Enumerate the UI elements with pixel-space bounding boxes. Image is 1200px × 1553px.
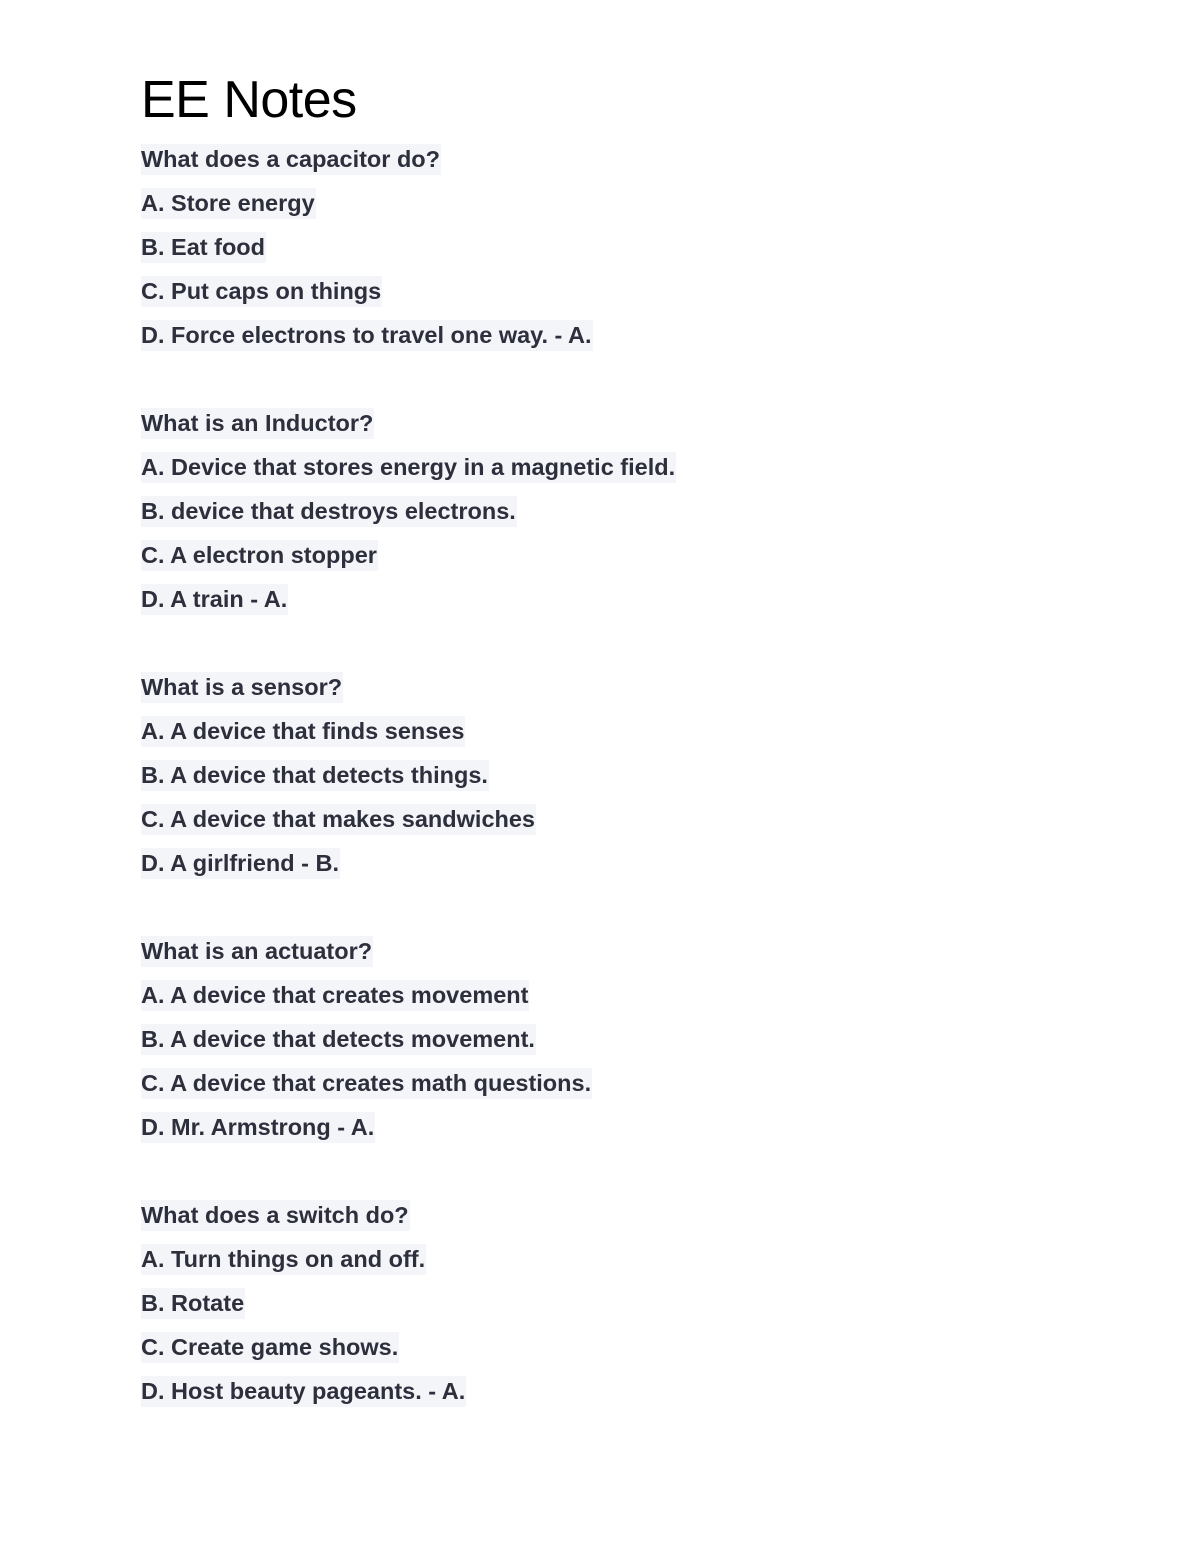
option-c: C. A device that makes sandwiches xyxy=(141,804,536,835)
option-b: B. Eat food xyxy=(141,232,266,263)
question-block-actuator xyxy=(141,930,1101,1150)
option-a: A. A device that creates movement xyxy=(141,980,529,1011)
question-block-capacitor xyxy=(141,138,1101,358)
option-a: A. Turn things on and off. xyxy=(141,1244,426,1275)
option-c: C. A electron stopper xyxy=(141,540,378,571)
option-a: A. Device that stores energy in a magnetic field. xyxy=(141,452,676,483)
option-b: B. Rotate xyxy=(141,1288,245,1319)
question-text: What is a sensor? xyxy=(141,672,343,703)
option-b: B. A device that detects movement. xyxy=(141,1024,536,1055)
question-block-inductor xyxy=(141,402,1101,622)
option-d-with-answer: D. Force electrons to travel one way. - A. xyxy=(141,320,593,351)
option-d-with-answer: D. Mr. Armstrong - A. xyxy=(141,1112,375,1143)
blank-line xyxy=(141,886,1101,930)
option-c: C. Put caps on things xyxy=(141,276,382,307)
question-text: What is an Inductor? xyxy=(141,408,374,439)
option-c: C. A device that creates math questions. xyxy=(141,1068,592,1099)
option-a: A. A device that finds senses xyxy=(141,716,465,747)
document-title: EE Notes xyxy=(141,71,357,129)
option-c: C. Create game shows. xyxy=(141,1332,399,1363)
question-text: What is an actuator? xyxy=(141,936,373,967)
question-block-switch xyxy=(141,1194,1101,1414)
blank-line xyxy=(141,622,1101,666)
document-page xyxy=(141,70,1101,1414)
option-d-with-answer: D. Host beauty pageants. - A. xyxy=(141,1376,466,1407)
option-a: A. Store energy xyxy=(141,188,316,219)
option-b: B. A device that detects things. xyxy=(141,760,489,791)
option-d-with-answer: D. A girlfriend - B. xyxy=(141,848,340,879)
option-b: B. device that destroys electrons. xyxy=(141,496,517,527)
blank-line xyxy=(141,1150,1101,1194)
blank-line xyxy=(141,358,1101,402)
question-text: What does a switch do? xyxy=(141,1200,410,1231)
question-block-sensor xyxy=(141,666,1101,886)
option-d-with-answer: D. A train - A. xyxy=(141,584,288,615)
question-text: What does a capacitor do? xyxy=(141,144,441,175)
